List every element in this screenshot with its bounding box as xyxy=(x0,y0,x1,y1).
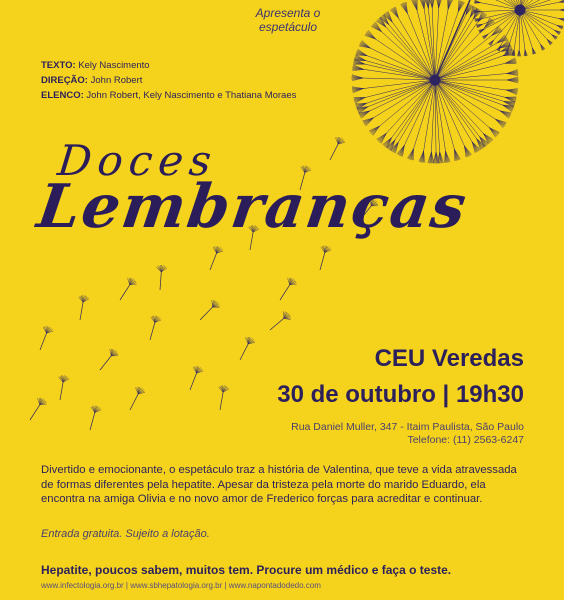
seed-stroke xyxy=(432,8,435,80)
credit-elenco-label: ELENCO: xyxy=(41,90,84,101)
seed-stroke xyxy=(280,285,290,300)
seed-stroke xyxy=(435,80,464,146)
seed-stroke xyxy=(392,22,435,80)
seed-stroke xyxy=(520,10,532,48)
dandelion-center xyxy=(515,5,525,15)
seed-stroke xyxy=(520,10,554,30)
seed-stroke xyxy=(435,12,458,80)
seed-stroke xyxy=(150,323,155,340)
seed-stroke xyxy=(398,80,435,142)
seed-stroke xyxy=(408,13,435,80)
seed-stroke xyxy=(435,80,489,127)
title-line-1: Doces xyxy=(55,136,220,185)
credit-texto xyxy=(41,58,296,73)
footer-links: www.infectologia.org.br | www.sbhepatologia.org.br | www.napontadodedo.com xyxy=(41,581,321,590)
credit-direcao xyxy=(41,73,296,88)
seed-stroke xyxy=(386,27,435,80)
seed-stroke xyxy=(374,80,435,118)
seed-stroke xyxy=(212,300,213,307)
seed-stroke xyxy=(240,344,248,360)
seed-stroke xyxy=(160,272,161,290)
seed-stroke xyxy=(120,285,130,300)
seed-stroke xyxy=(284,318,291,319)
slogan: Hepatite, poucos sabem, muitos tem. Procure um médico e faça o teste. xyxy=(41,563,452,577)
seed-stroke xyxy=(398,18,435,80)
seed-stroke xyxy=(435,80,446,151)
seed-stroke xyxy=(520,10,525,50)
seed-stroke xyxy=(365,64,435,80)
seed-stroke xyxy=(80,302,83,320)
credit-elenco-value: John Robert, Kely Nascimento e Thatiana Moraes xyxy=(86,90,297,101)
seed-stroke xyxy=(435,80,504,101)
seed-stroke xyxy=(508,10,520,48)
seed-stroke xyxy=(100,356,111,370)
seed-stroke xyxy=(404,80,435,145)
event-date: 30 de outubro | 19h30 xyxy=(277,381,524,408)
seed-stroke xyxy=(414,80,435,149)
seed-stroke xyxy=(30,405,40,420)
seed-stroke xyxy=(220,392,223,410)
credit-texto-value: Kely Nascimento xyxy=(78,60,150,71)
seed-stroke xyxy=(110,349,111,356)
credit-elenco xyxy=(41,88,296,103)
seed-stroke xyxy=(190,373,197,390)
seed-stroke xyxy=(213,307,220,308)
seed-stroke xyxy=(270,318,284,330)
seed-stroke xyxy=(520,0,558,10)
seed-stroke xyxy=(395,80,435,140)
credit-direcao-label: DIREÇÃO: xyxy=(41,75,88,86)
venue-name: CEU Veredas xyxy=(374,345,524,372)
seed-stroke xyxy=(520,10,540,44)
credit-direcao-value: John Robert xyxy=(90,75,143,86)
seed-stroke xyxy=(367,80,435,103)
seed-stroke xyxy=(60,382,63,400)
seed-stroke xyxy=(200,307,213,320)
seed-stroke xyxy=(370,80,435,111)
seed-stroke xyxy=(320,253,325,270)
seed-stroke xyxy=(358,49,367,56)
entry-note: Entrada gratuita. Sujeito a lotação. xyxy=(41,528,210,540)
seed-stroke xyxy=(520,0,556,10)
seed-stroke xyxy=(330,144,338,160)
venue-address: Rua Daniel Muller, 347 - Itaim Paulista, São Paulo xyxy=(291,421,524,433)
presents-text: Apresenta o espetáculo xyxy=(255,6,321,34)
seed-stroke xyxy=(90,413,95,430)
seed-stroke xyxy=(520,10,547,39)
title-line-2: Lembranças xyxy=(33,172,473,242)
seed-stroke xyxy=(40,333,47,350)
description: Divertido e emocionante, o espetáculo traz a história de Valentina, que teve a vida atravessada de formas diferentes pela hepatite. Apesar da tristeza pela morte do marido Eduardo, ela encontra na amiga Olivia e no novo amor de Frederico forças para acreditar e continuar. xyxy=(41,464,517,505)
seed-stroke xyxy=(130,394,138,410)
seed-stroke xyxy=(520,10,557,25)
seed-stroke xyxy=(435,80,472,142)
venue-address-block xyxy=(291,421,524,447)
venue-phone: Telefone: (11) 2563-6247 xyxy=(407,434,524,446)
credits-block xyxy=(41,58,296,103)
seed-stroke xyxy=(210,253,217,270)
credit-texto-label: TEXTO: xyxy=(41,60,76,71)
